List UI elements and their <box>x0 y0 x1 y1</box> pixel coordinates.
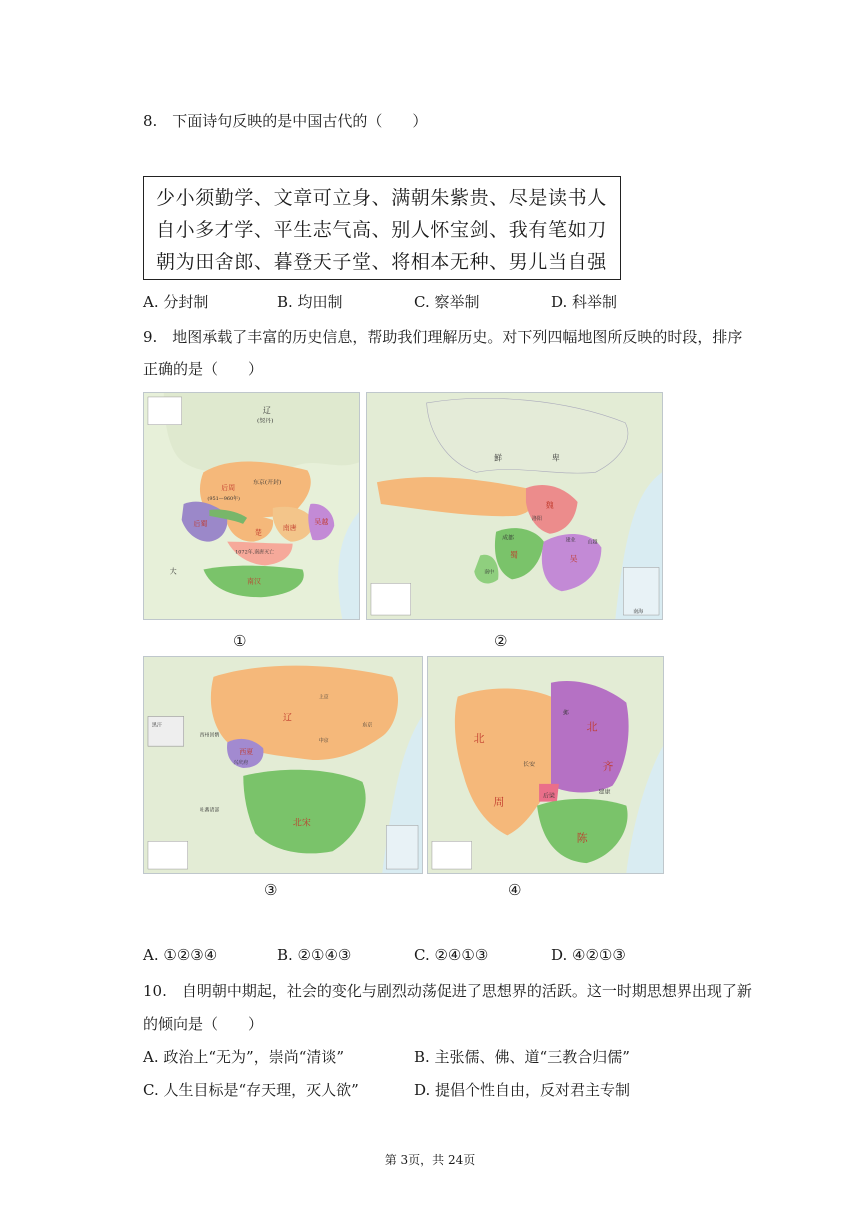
q8-option-a: A. 分封制 <box>143 293 209 311</box>
map4-jiankang-label: 建康 <box>598 788 611 796</box>
map1-note-label: 1072年,南唐灭亡 <box>235 549 274 556</box>
map2-jianye-label: 建业 <box>565 537 576 544</box>
map-2-number: ② <box>494 632 508 650</box>
q10-option-a: A. 政治上“无为”，崇尚“清谈” <box>143 1048 345 1066</box>
question-8-stem: 8. 下面诗句反映的是中国古代的（ ） <box>143 112 428 130</box>
map3-tubo-label: 吐蕃诸部 <box>199 807 220 814</box>
map-4-number: ④ <box>508 881 522 899</box>
map4-qi-label: 齐 <box>602 759 614 773</box>
map2-shanyue-label: 山越 <box>587 539 598 546</box>
q10-option-d: D. 提倡个性自由，反对君主专制 <box>414 1081 631 1099</box>
map3-xixia-label: 西夏 <box>239 748 254 757</box>
map1-nantang-label: 南唐 <box>282 523 297 532</box>
map1-wuyue-label: 吴越 <box>314 517 329 526</box>
map4-zhou-label: 周 <box>493 795 505 809</box>
map2-luoyang-label: 洛阳 <box>531 515 542 522</box>
poem-line-1: 少小须勤学、文章可立身、满朝朱紫贵、尽是读书人 <box>156 187 607 209</box>
map2-wu-label: 吴 <box>569 554 578 564</box>
map3-liao-label: 辽 <box>283 713 292 724</box>
poem-line-3: 朝为田舍郎、暮登天子堂、将相本无种、男儿当自强 <box>156 251 607 273</box>
q8-option-c: C. 察举制 <box>414 293 480 311</box>
map1-qidan-label: (契丹) <box>256 417 274 425</box>
map1-nanhan-label: 南汉 <box>247 577 261 586</box>
poem-box <box>143 176 621 280</box>
map4-bei2-label: 北 <box>586 720 598 734</box>
map4-chen-label: 陈 <box>576 831 588 845</box>
map3-heihan-label: 黑汗 <box>151 722 162 729</box>
map1-dongjing-label: 东京(开封) <box>252 479 282 487</box>
map4-bei1-label: 北 <box>473 732 485 746</box>
map2-chengdu-label: 成都 <box>502 534 514 542</box>
map3-xingqing-label: 兴庆府 <box>233 760 249 767</box>
map3-zhongjing-label: 中京 <box>318 738 329 745</box>
poem-line-2: 自小多才学、平生志气高、别人怀宝剑、我有笔如刀 <box>156 219 607 241</box>
map2-nanhai-label: 南海 <box>633 609 644 616</box>
map2-wei-label: 魏 <box>545 500 554 510</box>
map4-changan-label: 长安 <box>523 760 536 768</box>
map3-dongjing-label: 东京 <box>362 722 373 729</box>
q8-option-d: D. 科举制 <box>551 293 618 311</box>
map3-beisong-label: 北宋 <box>292 818 311 829</box>
map4-ye-label: 邺 <box>562 709 569 717</box>
question-10-stem-line1: 10. 自明朝中期起，社会的变化与剧烈动荡促进了思想界的活跃。这一时期思想界出现了新 <box>143 982 752 1000</box>
map-2-three-kingdoms <box>366 392 663 620</box>
map-3-song-liao-xia <box>143 656 423 874</box>
q10-option-c: C. 人生目标是“存天理，灭人欲” <box>143 1081 359 1099</box>
map2-xian-label: 鲜 <box>494 453 503 463</box>
map1-years-label: (951—960年) <box>207 496 240 503</box>
map2-bei-label: 卑 <box>551 453 560 463</box>
map-3-number: ③ <box>264 881 278 899</box>
map1-houshu-label: 后蜀 <box>193 519 208 528</box>
map4-houliang-label: 后梁 <box>543 792 555 800</box>
map3-shangjing-label: 上京 <box>318 694 329 701</box>
map1-da-label: 大 <box>169 567 177 576</box>
map3-xizhou-label: 西州回鹘 <box>199 732 220 739</box>
q10-option-b: B. 主张儒、佛、道“三教合归儒” <box>414 1048 630 1066</box>
q9-option-c: C. ②④①③ <box>414 946 489 964</box>
map-1-five-dynasties <box>143 392 360 620</box>
map1-chu-label: 楚 <box>254 528 262 537</box>
q9-option-d: D. ④②①③ <box>551 946 626 964</box>
question-9-stem-line1: 9. 地图承载了丰富的历史信息，帮助我们理解历史。对下列四幅地图所反映的时段，排序 <box>143 328 743 346</box>
q9-option-a: A. ①②③④ <box>143 946 218 964</box>
q9-option-b: B. ②①④③ <box>277 946 352 964</box>
map1-houzhou-label: 后周 <box>221 484 236 493</box>
map1-liao-label: 辽 <box>262 405 271 415</box>
question-10-stem-line2: 的倾向是（ ） <box>143 1015 264 1033</box>
map-1-number: ① <box>233 632 247 650</box>
question-9-stem-line2: 正确的是（ ） <box>143 360 264 378</box>
map-4-northern-southern <box>427 656 664 874</box>
page-footer: 第 3页，共 24页 <box>384 1153 476 1167</box>
q8-option-b: B. 均田制 <box>277 293 343 311</box>
map2-shu-label: 蜀 <box>510 550 518 560</box>
map2-nanzhong-label: 南中 <box>484 569 495 576</box>
